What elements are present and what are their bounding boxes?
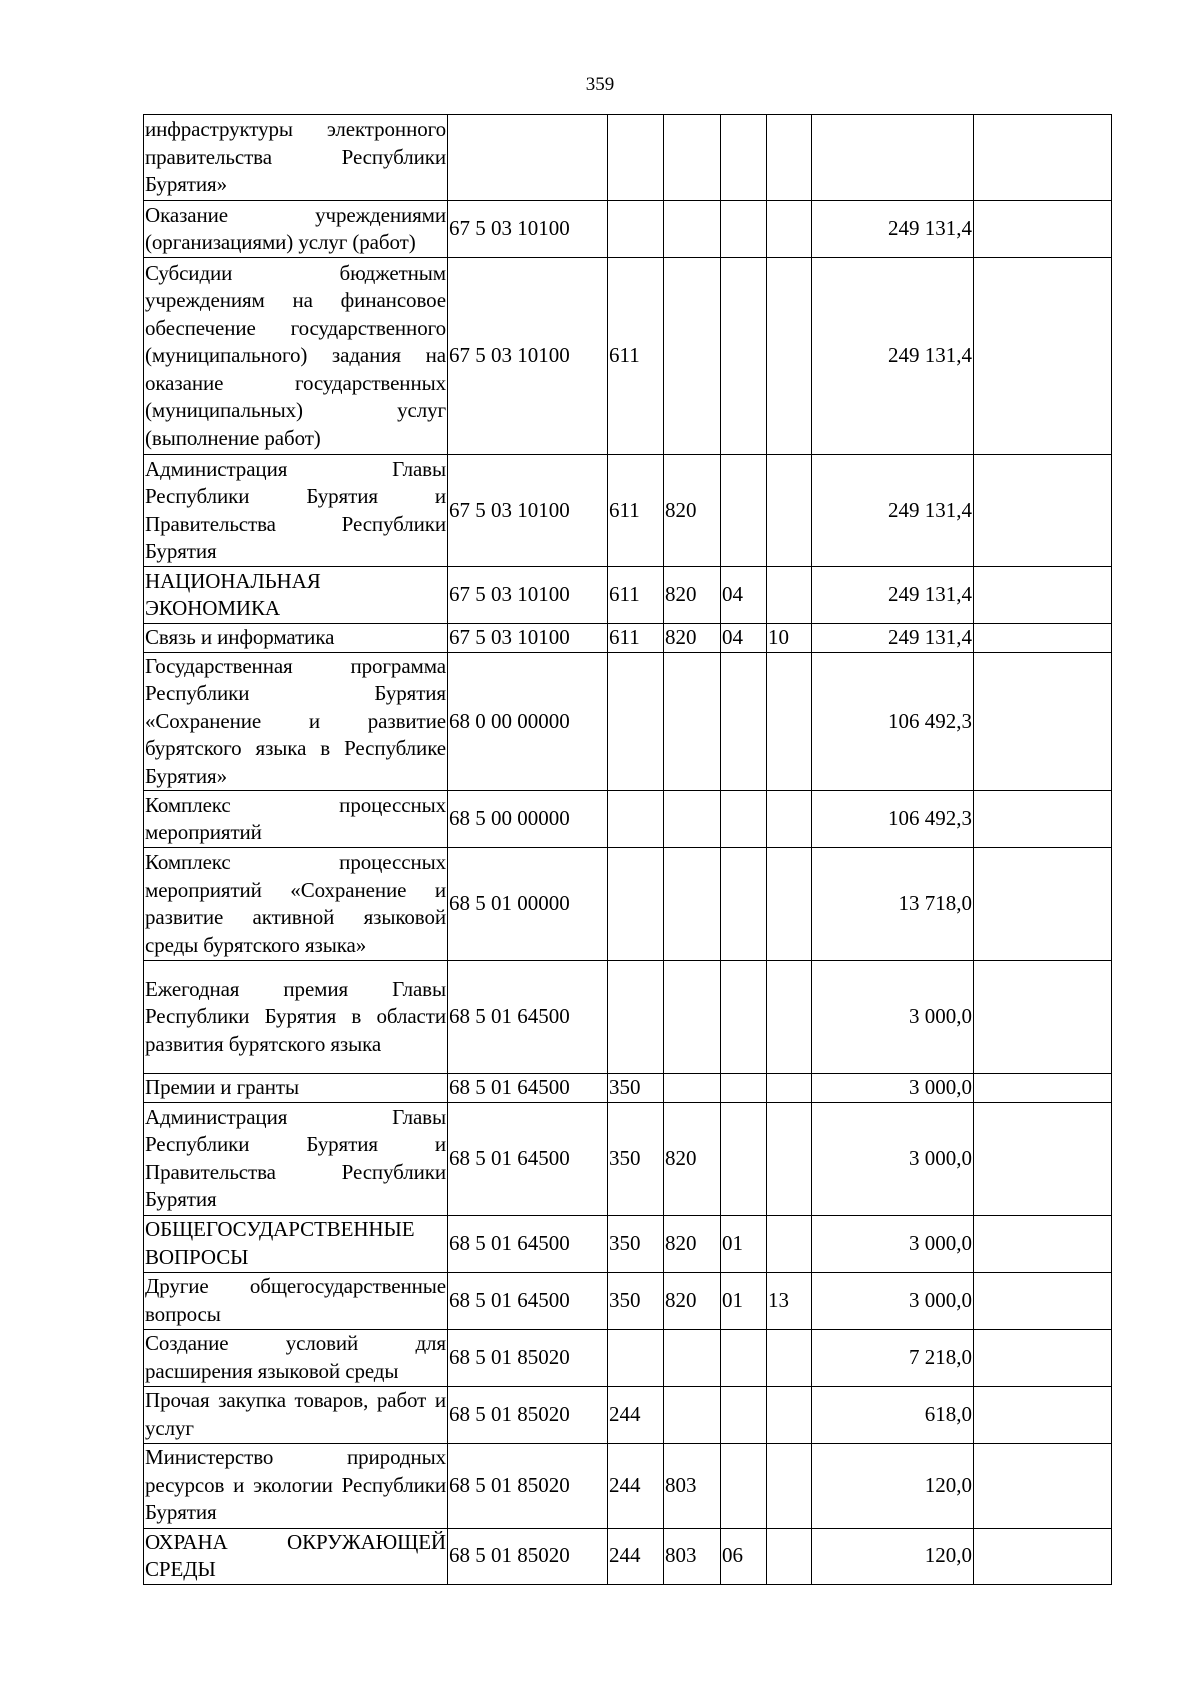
subsection-cell — [767, 652, 812, 791]
amount-cell: 13 718,0 — [812, 848, 974, 961]
subsection-cell: 10 — [767, 624, 812, 653]
subsection-cell — [767, 1329, 812, 1386]
expense-type-cell: 350 — [608, 1074, 664, 1103]
administrator-code-cell — [664, 652, 721, 791]
expense-type-cell: 611 — [608, 624, 664, 653]
table-row — [144, 848, 1112, 961]
expense-type-cell — [608, 115, 664, 201]
administrator-code-cell — [664, 961, 721, 1074]
program-code-cell: 68 5 01 85020 — [448, 1386, 608, 1443]
expense-type-cell: 350 — [608, 1102, 664, 1215]
program-code-cell: 68 5 01 00000 — [448, 848, 608, 961]
section-cell: 04 — [721, 624, 767, 653]
amount-cell: 249 131,4 — [812, 567, 974, 624]
item-name-cell: Государственная программа Республики Бурятия «Сохранение и развитие бурятского языка в Республике Бурятия» — [144, 652, 448, 791]
expense-type-cell: 611 — [608, 258, 664, 455]
table-row — [144, 567, 1112, 624]
section-cell — [721, 1386, 767, 1443]
empty-cell — [974, 455, 1112, 567]
table-row — [144, 258, 1112, 455]
section-cell — [721, 115, 767, 201]
administrator-code-cell: 820 — [664, 1102, 721, 1215]
administrator-code-cell — [664, 201, 721, 258]
subsection-cell — [767, 1528, 812, 1584]
program-code-cell: 68 5 01 64500 — [448, 1102, 608, 1215]
subsection-cell — [767, 1102, 812, 1215]
program-code-cell: 67 5 03 10100 — [448, 455, 608, 567]
item-name-cell: Субсидии бюджетным учреждениям на финансовое обеспечение государственного (муниципального) задания на оказание государственных (муниципальных) услуг (выполнение работ) — [144, 258, 448, 455]
empty-cell — [974, 567, 1112, 624]
amount-cell: 106 492,3 — [812, 791, 974, 848]
expense-type-cell: 350 — [608, 1215, 664, 1272]
program-code-cell: 68 5 00 00000 — [448, 791, 608, 848]
empty-cell — [974, 1102, 1112, 1215]
amount-cell: 249 131,4 — [812, 624, 974, 653]
expense-type-cell: 244 — [608, 1443, 664, 1528]
subsection-cell — [767, 455, 812, 567]
expense-type-cell: 244 — [608, 1528, 664, 1584]
section-cell — [721, 791, 767, 848]
subsection-cell — [767, 1074, 812, 1103]
administrator-code-cell — [664, 1074, 721, 1103]
empty-cell — [974, 652, 1112, 791]
administrator-code-cell — [664, 1386, 721, 1443]
program-code-cell: 68 0 00 00000 — [448, 652, 608, 791]
table-row — [144, 1074, 1112, 1103]
item-name-cell: Оказание учреждениями (организациями) услуг (работ) — [144, 201, 448, 258]
section-cell — [721, 1329, 767, 1386]
subsection-cell — [767, 201, 812, 258]
table-row — [144, 791, 1112, 848]
expense-type-cell — [608, 961, 664, 1074]
item-name-cell: Связь и информатика — [144, 624, 448, 653]
table-row — [144, 455, 1112, 567]
administrator-code-cell: 803 — [664, 1528, 721, 1584]
expense-type-cell — [608, 652, 664, 791]
administrator-code-cell — [664, 1329, 721, 1386]
section-cell — [721, 1102, 767, 1215]
table-row — [144, 201, 1112, 258]
subsection-cell — [767, 1386, 812, 1443]
empty-cell — [974, 1443, 1112, 1528]
section-cell: 06 — [721, 1528, 767, 1584]
amount-cell: 3 000,0 — [812, 1074, 974, 1103]
section-cell — [721, 455, 767, 567]
item-name-cell: ОБЩЕГОСУДАРСТВЕННЫЕ ВОПРОСЫ — [144, 1215, 448, 1272]
item-name-cell: Администрация Главы Республики Бурятия и Правительства Республики Бурятия — [144, 455, 448, 567]
empty-cell — [974, 1272, 1112, 1329]
amount-cell: 618,0 — [812, 1386, 974, 1443]
amount-cell: 106 492,3 — [812, 652, 974, 791]
item-name-cell: Другие общегосударственные вопросы — [144, 1272, 448, 1329]
expense-type-cell — [608, 848, 664, 961]
empty-cell — [974, 624, 1112, 653]
amount-cell: 3 000,0 — [812, 1272, 974, 1329]
table-row — [144, 115, 1112, 201]
administrator-code-cell: 820 — [664, 1215, 721, 1272]
table-row — [144, 961, 1112, 1074]
amount-cell: 3 000,0 — [812, 1102, 974, 1215]
table-row — [144, 1215, 1112, 1272]
amount-cell — [812, 115, 974, 201]
expense-type-cell: 611 — [608, 455, 664, 567]
item-name-cell: НАЦИОНАЛЬНАЯ ЭКОНОМИКА — [144, 567, 448, 624]
empty-cell — [974, 1386, 1112, 1443]
item-name-cell: Комплекс процессных мероприятий — [144, 791, 448, 848]
subsection-cell — [767, 115, 812, 201]
page-number: 359 — [585, 74, 615, 95]
administrator-code-cell — [664, 791, 721, 848]
administrator-code-cell — [664, 848, 721, 961]
budget-table — [143, 114, 1112, 1585]
subsection-cell — [767, 791, 812, 848]
program-code-cell: 68 5 01 64500 — [448, 961, 608, 1074]
administrator-code-cell: 820 — [664, 567, 721, 624]
item-name-cell: Ежегодная премия Главы Республики Бурятия в области развития бурятского языка — [144, 961, 448, 1074]
table-row — [144, 1443, 1112, 1528]
program-code-cell: 68 5 01 85020 — [448, 1329, 608, 1386]
empty-cell — [974, 1074, 1112, 1103]
table-row — [144, 1102, 1112, 1215]
amount-cell: 120,0 — [812, 1528, 974, 1584]
section-cell — [721, 1074, 767, 1103]
program-code-cell: 68 5 01 85020 — [448, 1443, 608, 1528]
program-code-cell: 68 5 01 85020 — [448, 1528, 608, 1584]
program-code-cell: 68 5 01 64500 — [448, 1074, 608, 1103]
item-name-cell: ОХРАНА ОКРУЖАЮЩЕЙ СРЕДЫ — [144, 1528, 448, 1584]
table-row — [144, 1528, 1112, 1584]
program-code-cell: 68 5 01 64500 — [448, 1272, 608, 1329]
item-name-cell: Министерство природных ресурсов и экологии Республики Бурятия — [144, 1443, 448, 1528]
empty-cell — [974, 1215, 1112, 1272]
section-cell — [721, 961, 767, 1074]
administrator-code-cell: 820 — [664, 455, 721, 567]
empty-cell — [974, 1329, 1112, 1386]
program-code-cell: 68 5 01 64500 — [448, 1215, 608, 1272]
section-cell: 01 — [721, 1272, 767, 1329]
empty-cell — [974, 258, 1112, 455]
item-name-cell: инфраструктуры электронного правительства Республики Бурятия» — [144, 115, 448, 201]
table-row — [144, 624, 1112, 653]
expense-type-cell — [608, 201, 664, 258]
section-cell — [721, 652, 767, 791]
expense-type-cell: 244 — [608, 1386, 664, 1443]
program-code-cell: 67 5 03 10100 — [448, 258, 608, 455]
table-row — [144, 652, 1112, 791]
amount-cell: 3 000,0 — [812, 961, 974, 1074]
budget-table-body — [144, 115, 1112, 1585]
amount-cell: 7 218,0 — [812, 1329, 974, 1386]
expense-type-cell: 611 — [608, 567, 664, 624]
section-cell: 04 — [721, 567, 767, 624]
program-code-cell: 67 5 03 10100 — [448, 624, 608, 653]
administrator-code-cell: 820 — [664, 624, 721, 653]
subsection-cell — [767, 961, 812, 1074]
empty-cell — [974, 791, 1112, 848]
expense-type-cell — [608, 791, 664, 848]
empty-cell — [974, 115, 1112, 201]
amount-cell: 249 131,4 — [812, 201, 974, 258]
administrator-code-cell — [664, 115, 721, 201]
program-code-cell: 67 5 03 10100 — [448, 567, 608, 624]
subsection-cell — [767, 567, 812, 624]
amount-cell: 3 000,0 — [812, 1215, 974, 1272]
program-code-cell: 67 5 03 10100 — [448, 201, 608, 258]
item-name-cell: Премии и гранты — [144, 1074, 448, 1103]
item-name-cell: Комплекс процессных мероприятий «Сохранение и развитие активной языковой среды бурятского языка» — [144, 848, 448, 961]
expense-type-cell — [608, 1329, 664, 1386]
amount-cell: 120,0 — [812, 1443, 974, 1528]
empty-cell — [974, 961, 1112, 1074]
section-cell — [721, 848, 767, 961]
table-row — [144, 1386, 1112, 1443]
table-row — [144, 1272, 1112, 1329]
empty-cell — [974, 848, 1112, 961]
subsection-cell: 13 — [767, 1272, 812, 1329]
empty-cell — [974, 201, 1112, 258]
empty-cell — [974, 1528, 1112, 1584]
item-name-cell: Прочая закупка товаров, работ и услуг — [144, 1386, 448, 1443]
expense-type-cell: 350 — [608, 1272, 664, 1329]
subsection-cell — [767, 258, 812, 455]
section-cell — [721, 258, 767, 455]
table-row — [144, 1329, 1112, 1386]
amount-cell: 249 131,4 — [812, 258, 974, 455]
subsection-cell — [767, 1443, 812, 1528]
administrator-code-cell: 803 — [664, 1443, 721, 1528]
section-cell — [721, 1443, 767, 1528]
item-name-cell: Администрация Главы Республики Бурятия и Правительства Республики Бурятия — [144, 1102, 448, 1215]
subsection-cell — [767, 1215, 812, 1272]
amount-cell: 249 131,4 — [812, 455, 974, 567]
administrator-code-cell — [664, 258, 721, 455]
section-cell: 01 — [721, 1215, 767, 1272]
section-cell — [721, 201, 767, 258]
administrator-code-cell: 820 — [664, 1272, 721, 1329]
program-code-cell — [448, 115, 608, 201]
subsection-cell — [767, 848, 812, 961]
item-name-cell: Создание условий для расширения языковой среды — [144, 1329, 448, 1386]
